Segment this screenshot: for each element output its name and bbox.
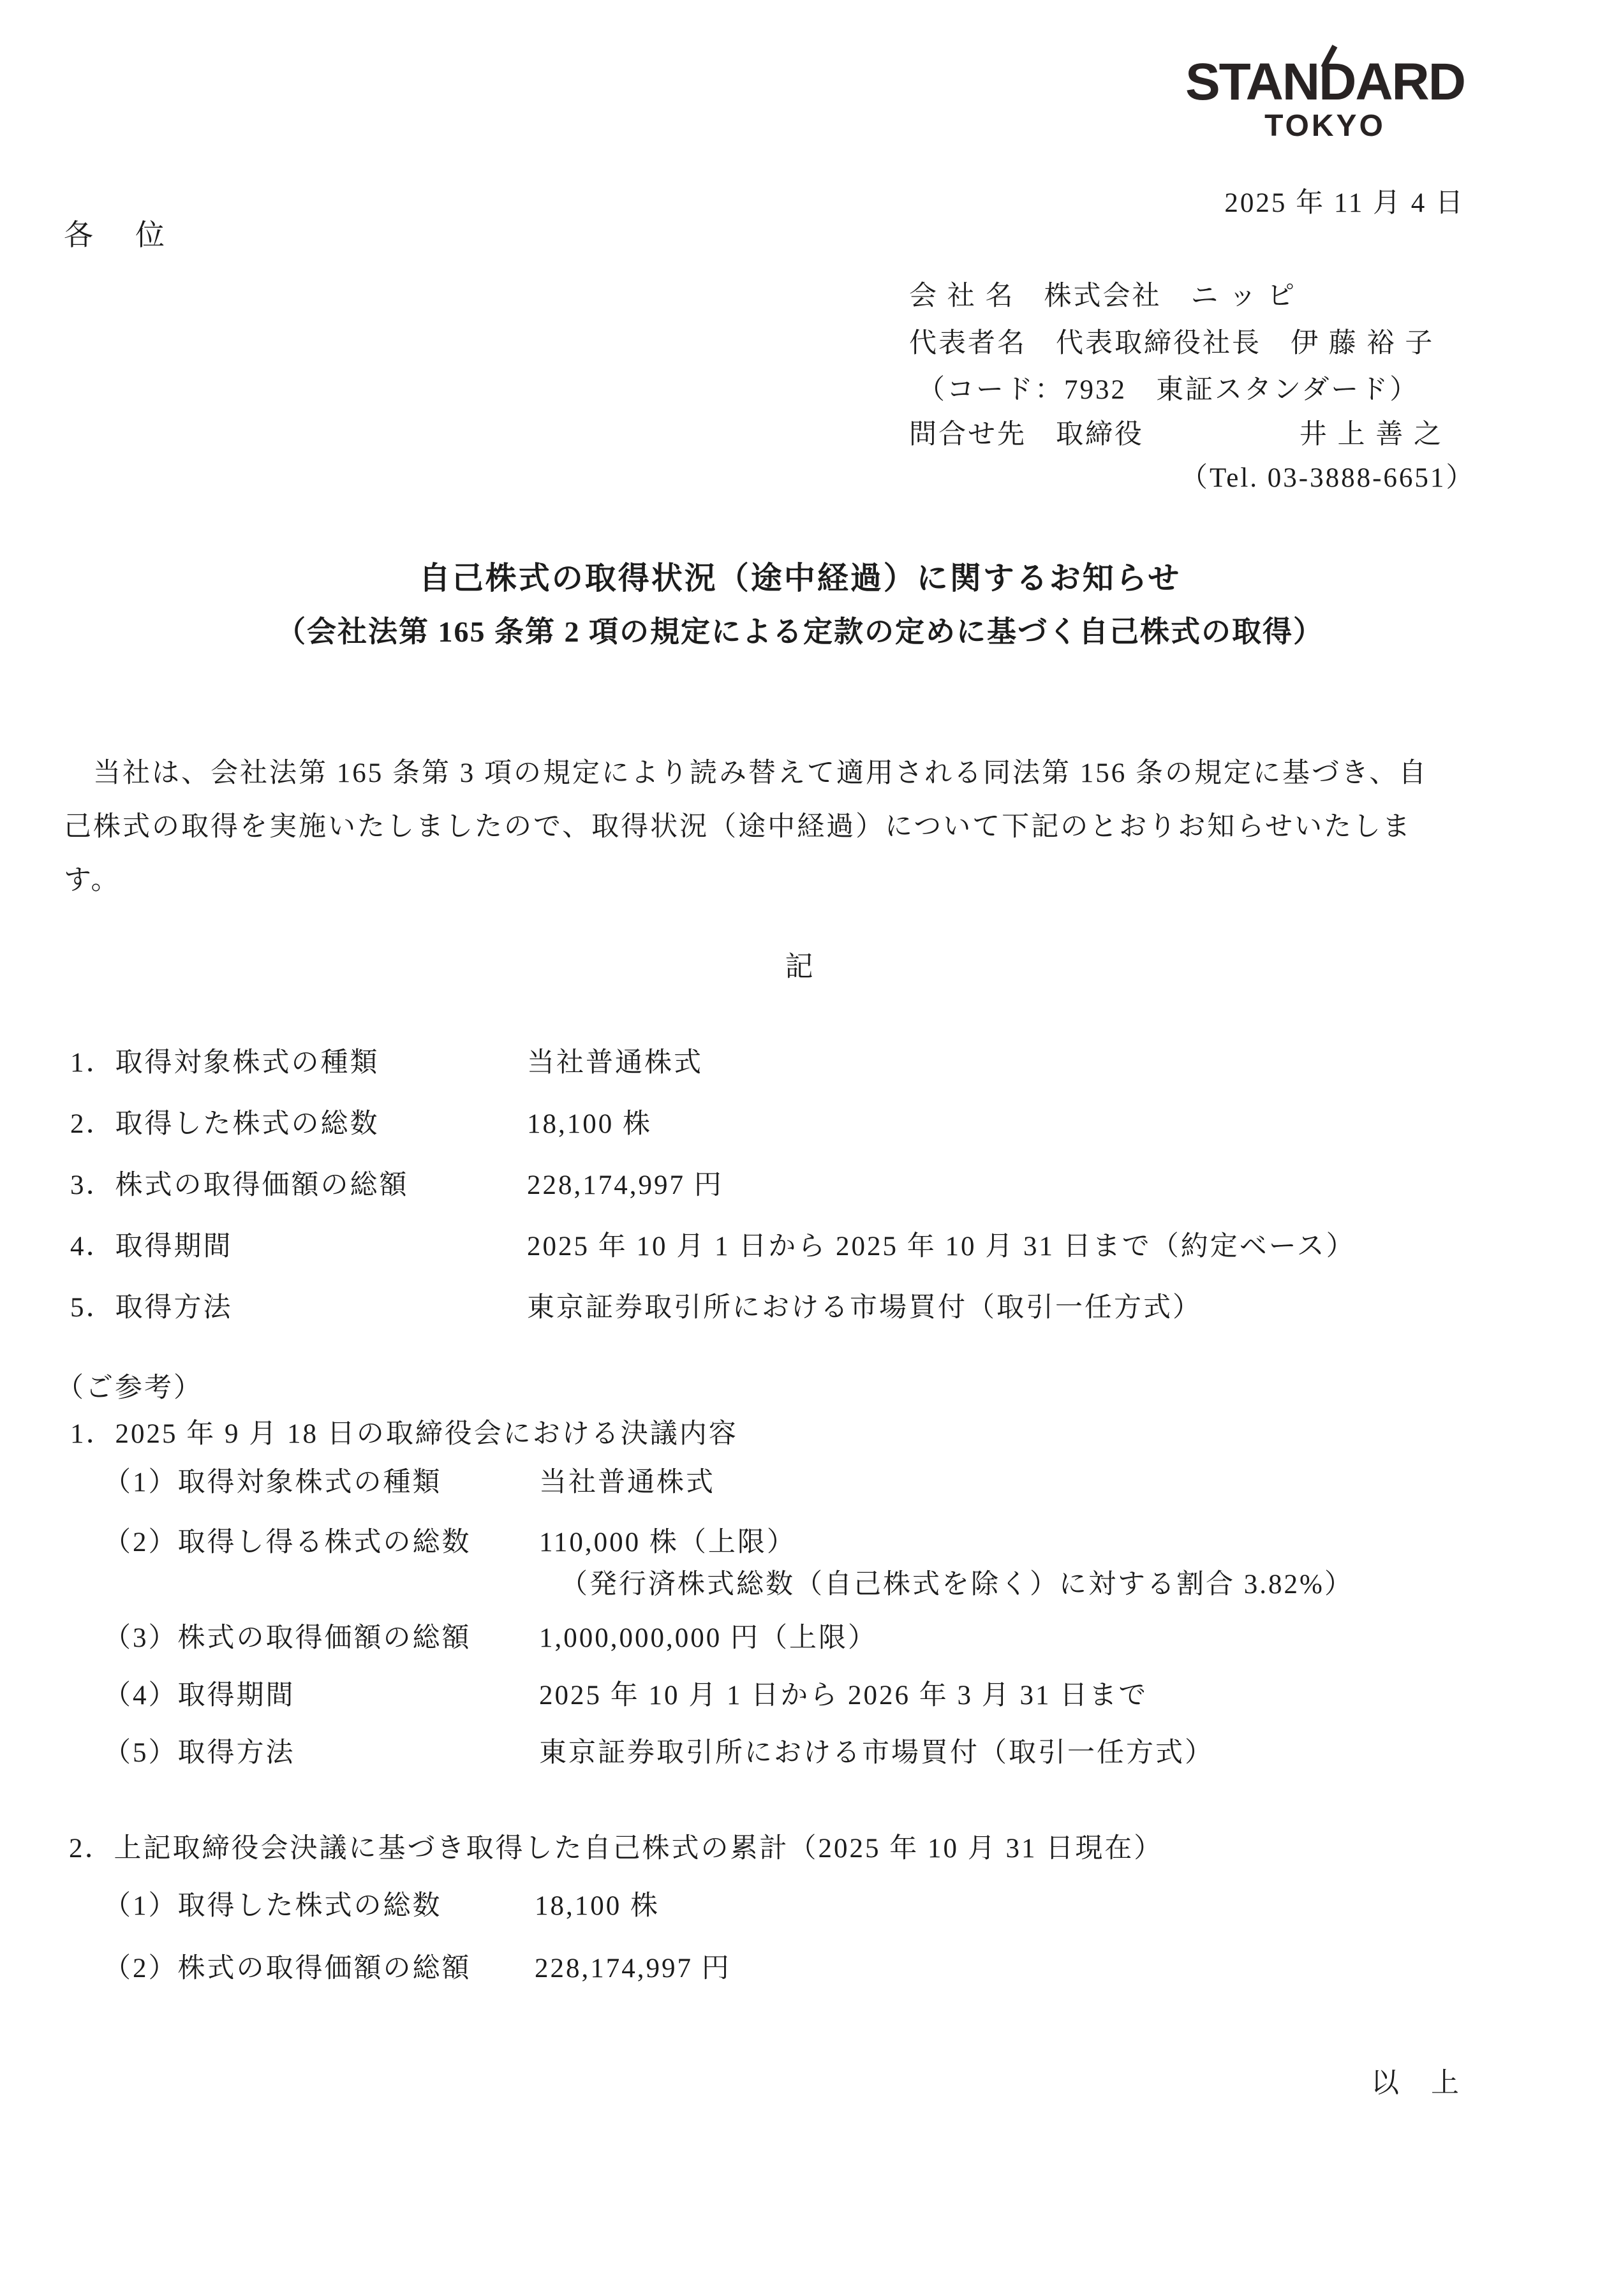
- reference-heading: （ご参考）: [56, 1373, 203, 1403]
- cumulative-item-2-label: （2）株式の取得価額の総額: [103, 1954, 471, 1983]
- ref-item-1-label: （1）取得対象株式の種類: [103, 1468, 442, 1498]
- cumulative-heading: 2．上記取締役会決議に基づき取得した自己株式の累計（2025 年 10 月 31 日現在）: [69, 1834, 1164, 1864]
- ref-item-2-label: （2）取得し得る株式の総数: [103, 1527, 471, 1557]
- item-5-label: 5．取得方法: [70, 1293, 233, 1323]
- logo-standard-text: [1185, 53, 1465, 111]
- item-4-label: 4．取得期間: [70, 1232, 233, 1262]
- item-3-value: 228,174,997 円: [527, 1170, 723, 1200]
- ref-item-5-value: 東京証券取引所における市場買付（取引一任方式）: [539, 1738, 1214, 1768]
- phone-line: （Tel. 03-3888-6651）: [1180, 463, 1476, 493]
- ki-marker: 記: [785, 951, 815, 982]
- ref-item-3-value: 1,000,000,000 円（上限）: [539, 1623, 877, 1653]
- ref-item-4-label: （4）取得期間: [103, 1681, 295, 1711]
- document-date: 2025 年 11 月 4 日: [1224, 188, 1465, 218]
- ref-item-4-value: 2025 年 10 月 1 日から 2026 年 3 月 31 日まで: [539, 1681, 1148, 1711]
- resolution-heading: 1．2025 年 9 月 18 日の取締役会における決議内容: [70, 1419, 738, 1449]
- logo-tokyo-text: TOKYO: [1264, 109, 1386, 143]
- body-line: す。: [64, 865, 121, 895]
- company-name-line: 会 社 名 株式会社 ニ ッ ピ: [909, 281, 1296, 311]
- standard-tokyo-logo: [1185, 53, 1465, 143]
- item-5-value: 東京証券取引所における市場買付（取引一任方式）: [527, 1293, 1202, 1323]
- document-title-line1: 自己株式の取得状況（途中経過）に関するお知らせ: [419, 561, 1181, 596]
- contact-line: 問合せ先 取締役 井 上 善 之: [909, 420, 1443, 450]
- ref-item-2-note: （発行済株式総数（自己株式を除く）に対する割合 3.82%）: [560, 1570, 1354, 1600]
- representative-line: 代表者名 代表取締役社長 伊 藤 裕 子: [909, 328, 1435, 358]
- ref-item-1-value: 当社普通株式: [539, 1468, 715, 1498]
- cumulative-item-1-value: 18,100 株: [535, 1891, 660, 1921]
- body-line: 当社は、会社法第 165 条第 3 項の規定により読み替えて適用される同法第 156 条の規定に基づき、自: [64, 758, 1428, 788]
- ref-item-3-label: （3）株式の取得価額の総額: [103, 1623, 471, 1653]
- document-title-line2: （会社法第 165 条第 2 項の規定による定款の定めに基づく自己株式の取得）: [276, 615, 1324, 648]
- ref-item-5-label: （5）取得方法: [103, 1738, 295, 1768]
- item-2-value: 18,100 株: [527, 1109, 652, 1139]
- stock-code-line: （コード：7932 東証スタンダード）: [917, 375, 1419, 405]
- closing-mark: 以 上: [1371, 2067, 1461, 2098]
- recipient: 各 位: [64, 219, 171, 251]
- logo-standard-label: STANDARD: [1185, 53, 1465, 111]
- body-line: 己株式の取得を実施いたしましたので、取得状況（途中経過）について下記のとおりお知らせいたしま: [64, 812, 1412, 842]
- cumulative-item-1-label: （1）取得した株式の総数: [103, 1891, 442, 1921]
- cumulative-item-2-value: 228,174,997 円: [535, 1954, 731, 1983]
- item-2-label: 2．取得した株式の総数: [70, 1109, 380, 1139]
- item-1-label: 1．取得対象株式の種類: [70, 1048, 380, 1078]
- ref-item-2-value: 110,000 株（上限）: [539, 1527, 796, 1557]
- item-1-value: 当社普通株式: [527, 1048, 703, 1078]
- item-4-value: 2025 年 10 月 1 日から 2025 年 10 月 31 日まで（約定ベース）: [527, 1232, 1356, 1262]
- item-3-label: 3．株式の取得価額の総額: [70, 1170, 409, 1200]
